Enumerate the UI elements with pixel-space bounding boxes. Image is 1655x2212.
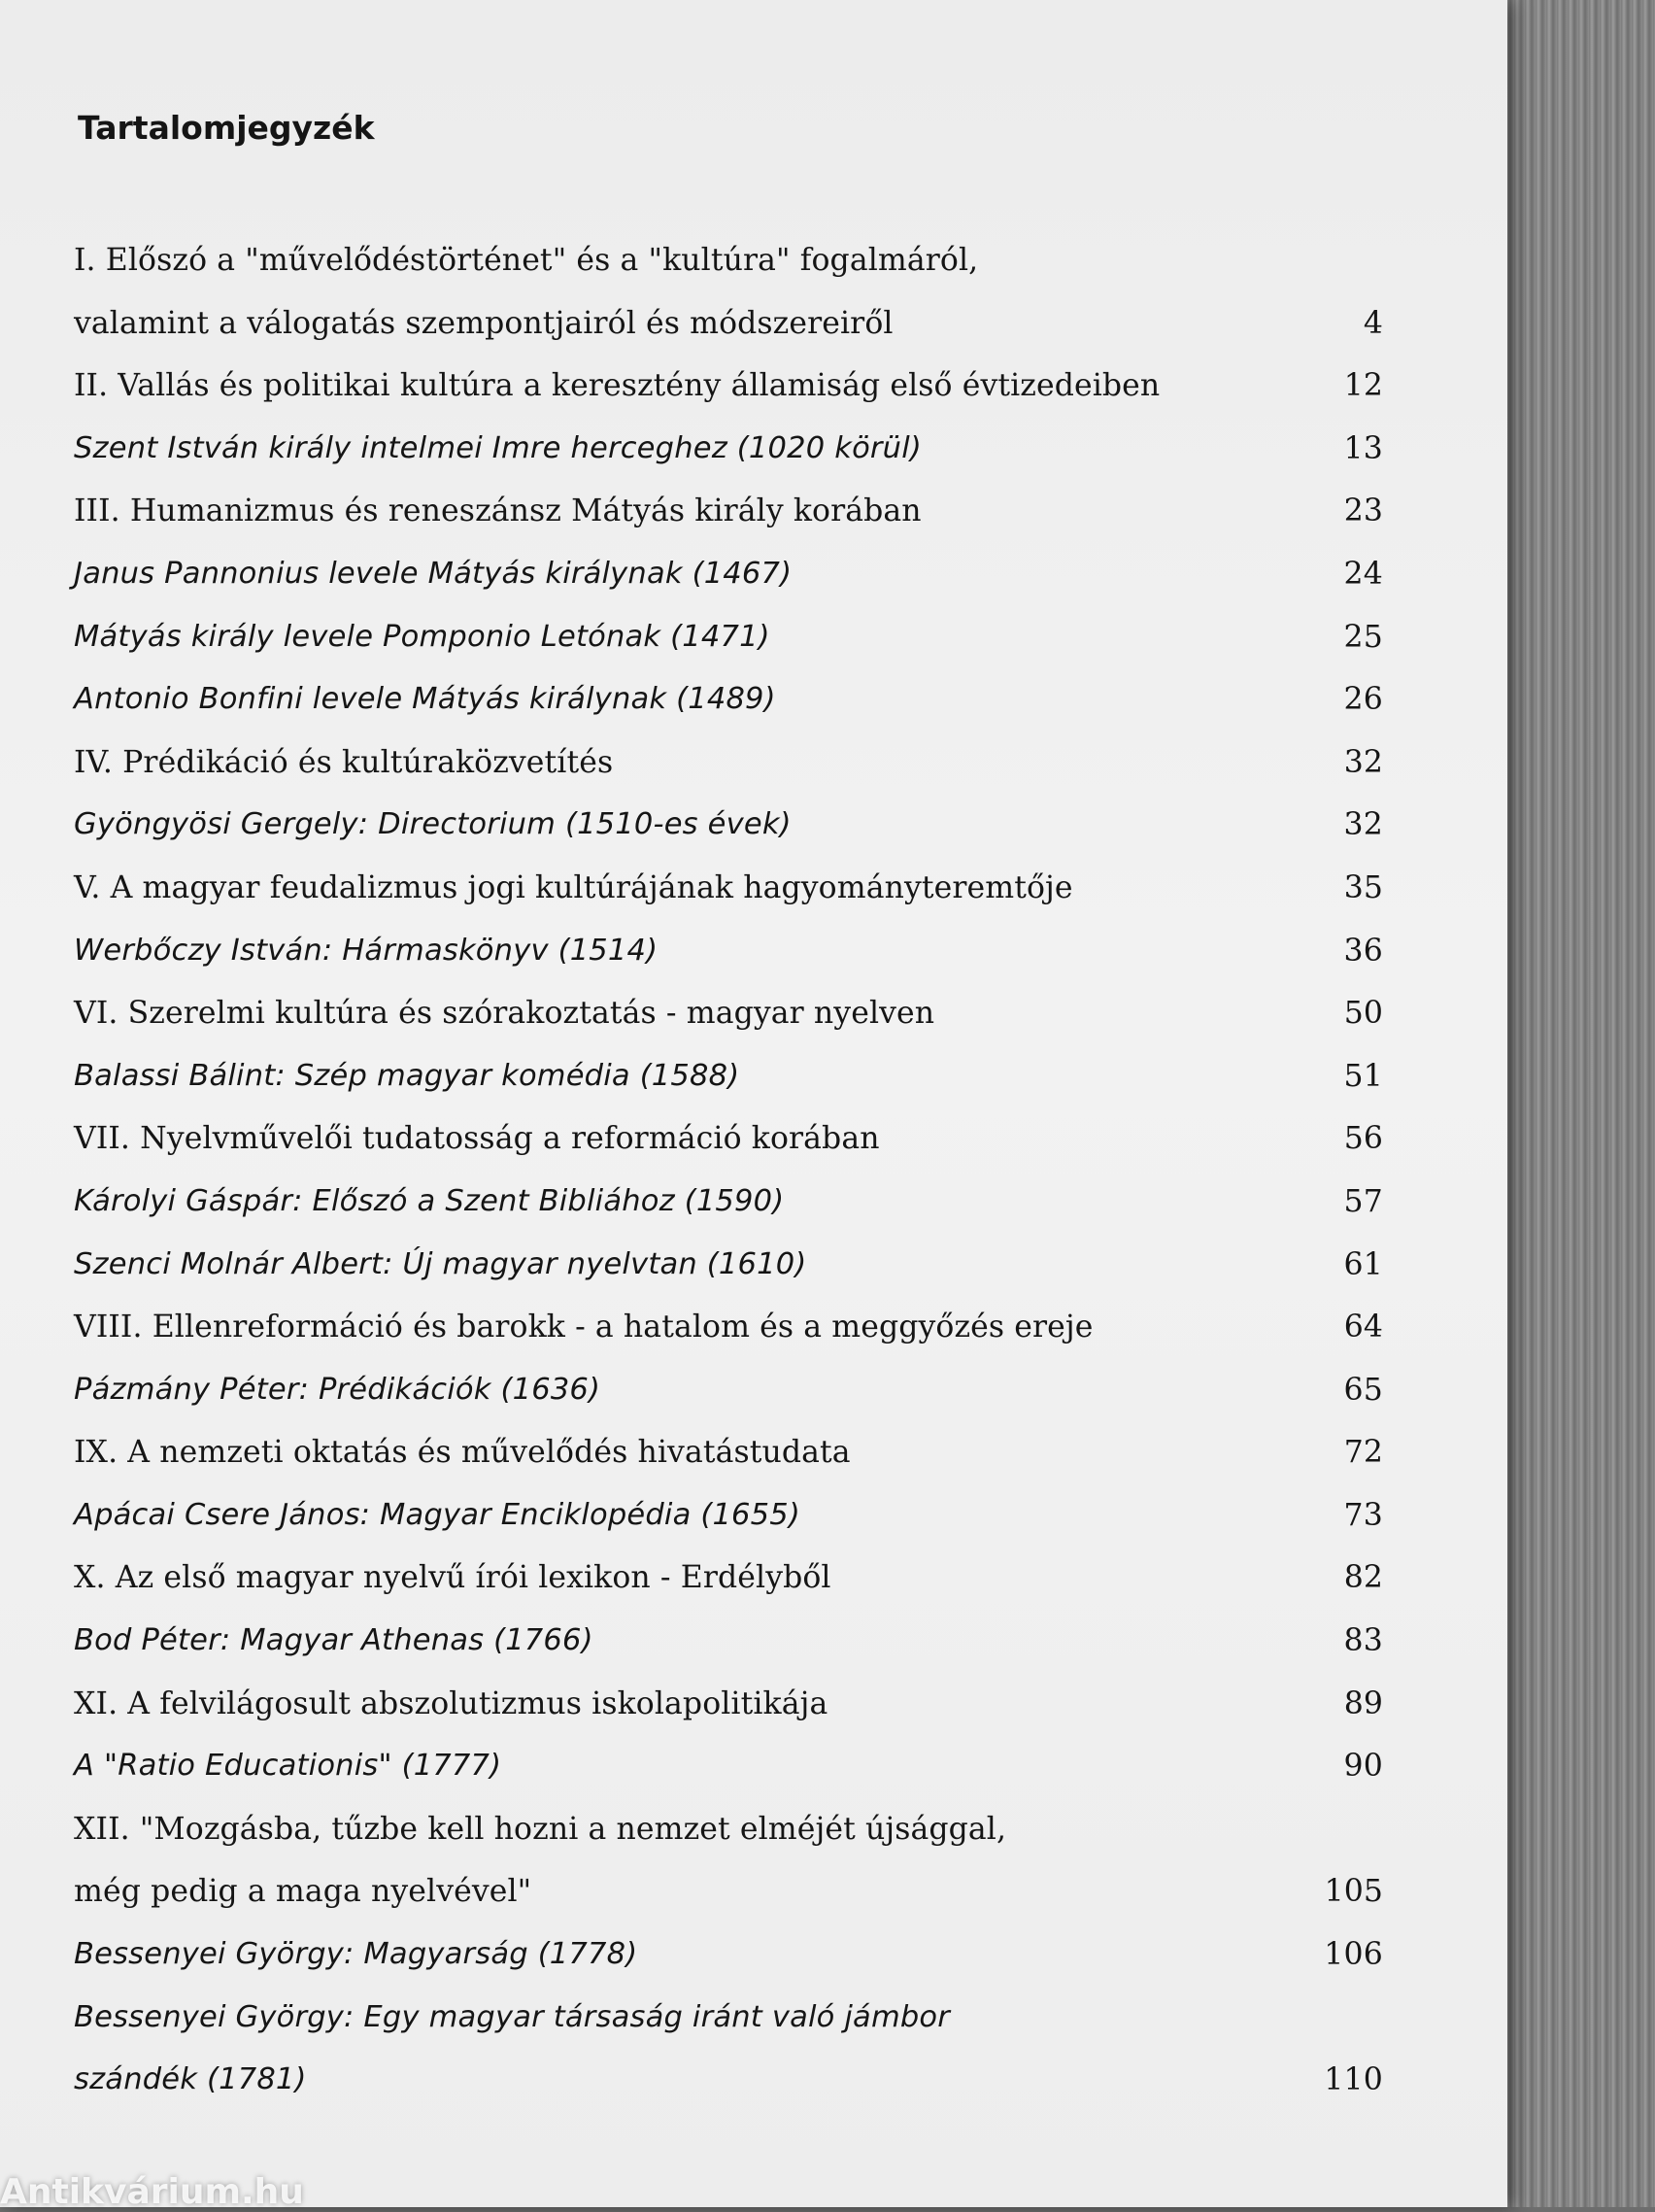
toc-source-entry bbox=[74, 1987, 1383, 2112]
toc-page-number: 4 bbox=[1363, 305, 1383, 341]
toc-page-number: 32 bbox=[1343, 744, 1383, 780]
toc-entry-title-line: IX. A nemzeti oktatás és művelődés hivatástudata bbox=[74, 1435, 851, 1471]
toc-entry-title-line: Antonio Bonfini levele Mátyás királynak (1489) bbox=[74, 682, 776, 717]
toc-source-entry bbox=[74, 1359, 1383, 1422]
toc-entry-title bbox=[74, 920, 1383, 983]
toc-entry-title bbox=[74, 355, 1383, 418]
toc-entry-title-line: Janus Pannonius levele Mátyás királynak (1467) bbox=[74, 556, 793, 591]
toc-entry-title bbox=[74, 794, 1383, 857]
toc-page-number: 82 bbox=[1343, 1560, 1383, 1596]
toc-page-number: 32 bbox=[1343, 807, 1383, 843]
watermark: Antikvárium.hu bbox=[0, 2172, 304, 2212]
toc-source-entry bbox=[74, 1610, 1383, 1673]
toc-entry-title-line: Szenci Molnár Albert: Új magyar nyelvtan (1610) bbox=[74, 1246, 807, 1281]
toc-page-number: 72 bbox=[1343, 1435, 1383, 1471]
toc-chapter-entry bbox=[74, 355, 1383, 418]
toc-entry-title bbox=[74, 480, 1383, 543]
toc-page-number: 105 bbox=[1324, 1874, 1383, 1910]
toc-entry-title bbox=[74, 1107, 1383, 1171]
toc-entry-title bbox=[74, 1234, 1383, 1297]
toc-entry-title-line: még pedig a maga nyelvével" bbox=[74, 1874, 532, 1910]
toc-page-number: 26 bbox=[1343, 682, 1383, 718]
toc-page-number: 51 bbox=[1343, 1058, 1383, 1094]
table-of-contents bbox=[74, 229, 1383, 2112]
toc-entry-title-line: Werbőczy István: Hármaskönyv (1514) bbox=[74, 933, 659, 968]
toc-entry-title bbox=[74, 1045, 1383, 1108]
toc-entry-title-line: XI. A felvilágosult abszolutizmus iskolapolitikája bbox=[74, 1685, 828, 1721]
toc-entry-title-line: Gyöngyösi Gergely: Directorium (1510-es évek) bbox=[74, 807, 792, 842]
toc-entry-title-line: valamint a válogatás szempontjairól és módszereiről bbox=[74, 305, 894, 341]
page-title: Tartalomjegyzék bbox=[78, 109, 375, 147]
toc-entry-title bbox=[74, 982, 1383, 1045]
toc-page-number: 57 bbox=[1343, 1183, 1383, 1219]
toc-page-number: 13 bbox=[1343, 430, 1383, 466]
toc-entry-title-line: Mátyás király levele Pomponio Letónak (1471) bbox=[74, 619, 770, 654]
toc-chapter-entry bbox=[74, 982, 1383, 1045]
toc-entry-title-line: Szent István király intelmei Imre herceghez (1020 körül) bbox=[74, 430, 922, 465]
toc-entry-title-line: VI. Szerelmi kultúra és szórakoztatás - magyar nyelven bbox=[74, 996, 935, 1032]
toc-chapter-entry bbox=[74, 1296, 1383, 1359]
toc-page-number: 90 bbox=[1343, 1749, 1383, 1785]
toc-entry-title-line: Bessenyei György: Egy magyar társaság iránt való jámbor bbox=[74, 1999, 951, 2034]
toc-page-number: 35 bbox=[1343, 869, 1383, 905]
toc-source-entry bbox=[74, 668, 1383, 732]
toc-entry-title-line: Apácai Csere János: Magyar Enciklopédia (1655) bbox=[74, 1497, 800, 1532]
toc-page-number: 25 bbox=[1343, 619, 1383, 655]
toc-entry-title-line: Károlyi Gáspár: Előszó a Szent Bibliához (1590) bbox=[74, 1183, 785, 1218]
toc-entry-title-line: I. Előszó a "művelődéstörténet" és a "kultúra" fogalmáról, bbox=[74, 243, 979, 278]
toc-entry-title-line: X. Az első magyar nyelvű írói lexikon - Erdélyből bbox=[74, 1560, 831, 1596]
toc-chapter-entry bbox=[74, 1798, 1383, 1923]
toc-page-number: 23 bbox=[1343, 493, 1383, 529]
toc-entry-title bbox=[74, 229, 1383, 355]
book-page-edges bbox=[1503, 0, 1655, 2207]
toc-page-number: 65 bbox=[1343, 1372, 1383, 1408]
toc-source-entry bbox=[74, 920, 1383, 983]
toc-chapter-entry bbox=[74, 1673, 1383, 1736]
toc-entry-title bbox=[74, 1987, 1383, 2112]
toc-entry-title bbox=[74, 1673, 1383, 1736]
toc-chapter-entry bbox=[74, 732, 1383, 795]
toc-entry-title-line: A "Ratio Educationis" (1777) bbox=[74, 1749, 502, 1784]
toc-entry-title bbox=[74, 606, 1383, 669]
toc-entry-title-line: VIII. Ellenreformáció és barokk - a hatalom és a meggyőzés ereje bbox=[74, 1310, 1094, 1345]
toc-source-entry bbox=[74, 1484, 1383, 1548]
toc-source-entry bbox=[74, 418, 1383, 481]
toc-chapter-entry bbox=[74, 1547, 1383, 1610]
toc-entry-title-line: II. Vallás és politikai kultúra a keresztény államiság első évtizedeiben bbox=[74, 368, 1161, 404]
toc-entry-title-line: VII. Nyelvművelői tudatosság a reformáció korában bbox=[74, 1121, 880, 1157]
toc-page-number: 64 bbox=[1343, 1310, 1383, 1345]
toc-entry-title-line: Pázmány Péter: Prédikációk (1636) bbox=[74, 1372, 601, 1407]
toc-entry-title bbox=[74, 1735, 1383, 1798]
toc-source-entry bbox=[74, 1923, 1383, 1987]
toc-page-number: 106 bbox=[1324, 1937, 1383, 1973]
toc-page-number: 56 bbox=[1343, 1121, 1383, 1157]
toc-entry-title bbox=[74, 418, 1383, 481]
toc-source-entry bbox=[74, 1045, 1383, 1108]
toc-entry-title-line: XII. "Mozgásba, tűzbe kell hozni a nemzet elméjét újsággal, bbox=[74, 1811, 1007, 1847]
toc-entry-title bbox=[74, 1171, 1383, 1234]
toc-source-entry bbox=[74, 1735, 1383, 1798]
toc-entry-title bbox=[74, 543, 1383, 606]
toc-entry-title bbox=[74, 1798, 1383, 1923]
toc-page-number: 89 bbox=[1343, 1685, 1383, 1721]
toc-entry-title bbox=[74, 668, 1383, 732]
toc-entry-title bbox=[74, 732, 1383, 795]
toc-page-number: 61 bbox=[1343, 1246, 1383, 1282]
toc-entry-title-line: III. Humanizmus és reneszánsz Mátyás király korában bbox=[74, 493, 922, 529]
toc-source-entry bbox=[74, 1171, 1383, 1234]
toc-page-number: 50 bbox=[1343, 996, 1383, 1032]
toc-entry-title-line: IV. Prédikáció és kultúraközvetítés bbox=[74, 744, 614, 780]
toc-page-number: 36 bbox=[1343, 933, 1383, 969]
toc-source-entry bbox=[74, 794, 1383, 857]
toc-entry-title bbox=[74, 1296, 1383, 1359]
toc-chapter-entry bbox=[74, 1107, 1383, 1171]
toc-page-number: 73 bbox=[1343, 1497, 1383, 1533]
toc-entry-title bbox=[74, 1421, 1383, 1484]
toc-entry-title-line: Bessenyei György: Magyarság (1778) bbox=[74, 1937, 638, 1972]
toc-chapter-entry bbox=[74, 1421, 1383, 1484]
toc-entry-title bbox=[74, 1610, 1383, 1673]
toc-page-number: 24 bbox=[1343, 556, 1383, 592]
toc-source-entry bbox=[74, 606, 1383, 669]
toc-chapter-entry bbox=[74, 857, 1383, 920]
toc-source-entry bbox=[74, 543, 1383, 606]
toc-entry-title bbox=[74, 1547, 1383, 1610]
toc-chapter-entry bbox=[74, 229, 1383, 355]
toc-entry-title bbox=[74, 1923, 1383, 1987]
toc-chapter-entry bbox=[74, 480, 1383, 543]
toc-entry-title bbox=[74, 1484, 1383, 1548]
toc-entry-title bbox=[74, 857, 1383, 920]
toc-entry-title-line: szándék (1781) bbox=[74, 2062, 307, 2097]
toc-entry-title bbox=[74, 1359, 1383, 1422]
toc-entry-title-line: V. A magyar feudalizmus jogi kultúrájának hagyományteremtője bbox=[74, 869, 1073, 905]
toc-entry-title-line: Bod Péter: Magyar Athenas (1766) bbox=[74, 1623, 593, 1658]
toc-page-number: 12 bbox=[1343, 368, 1383, 404]
toc-source-entry bbox=[74, 1234, 1383, 1297]
toc-page-number: 110 bbox=[1324, 2062, 1383, 2098]
toc-page-number: 83 bbox=[1343, 1623, 1383, 1659]
toc-entry-title-line: Balassi Bálint: Szép magyar komédia (1588) bbox=[74, 1058, 740, 1093]
